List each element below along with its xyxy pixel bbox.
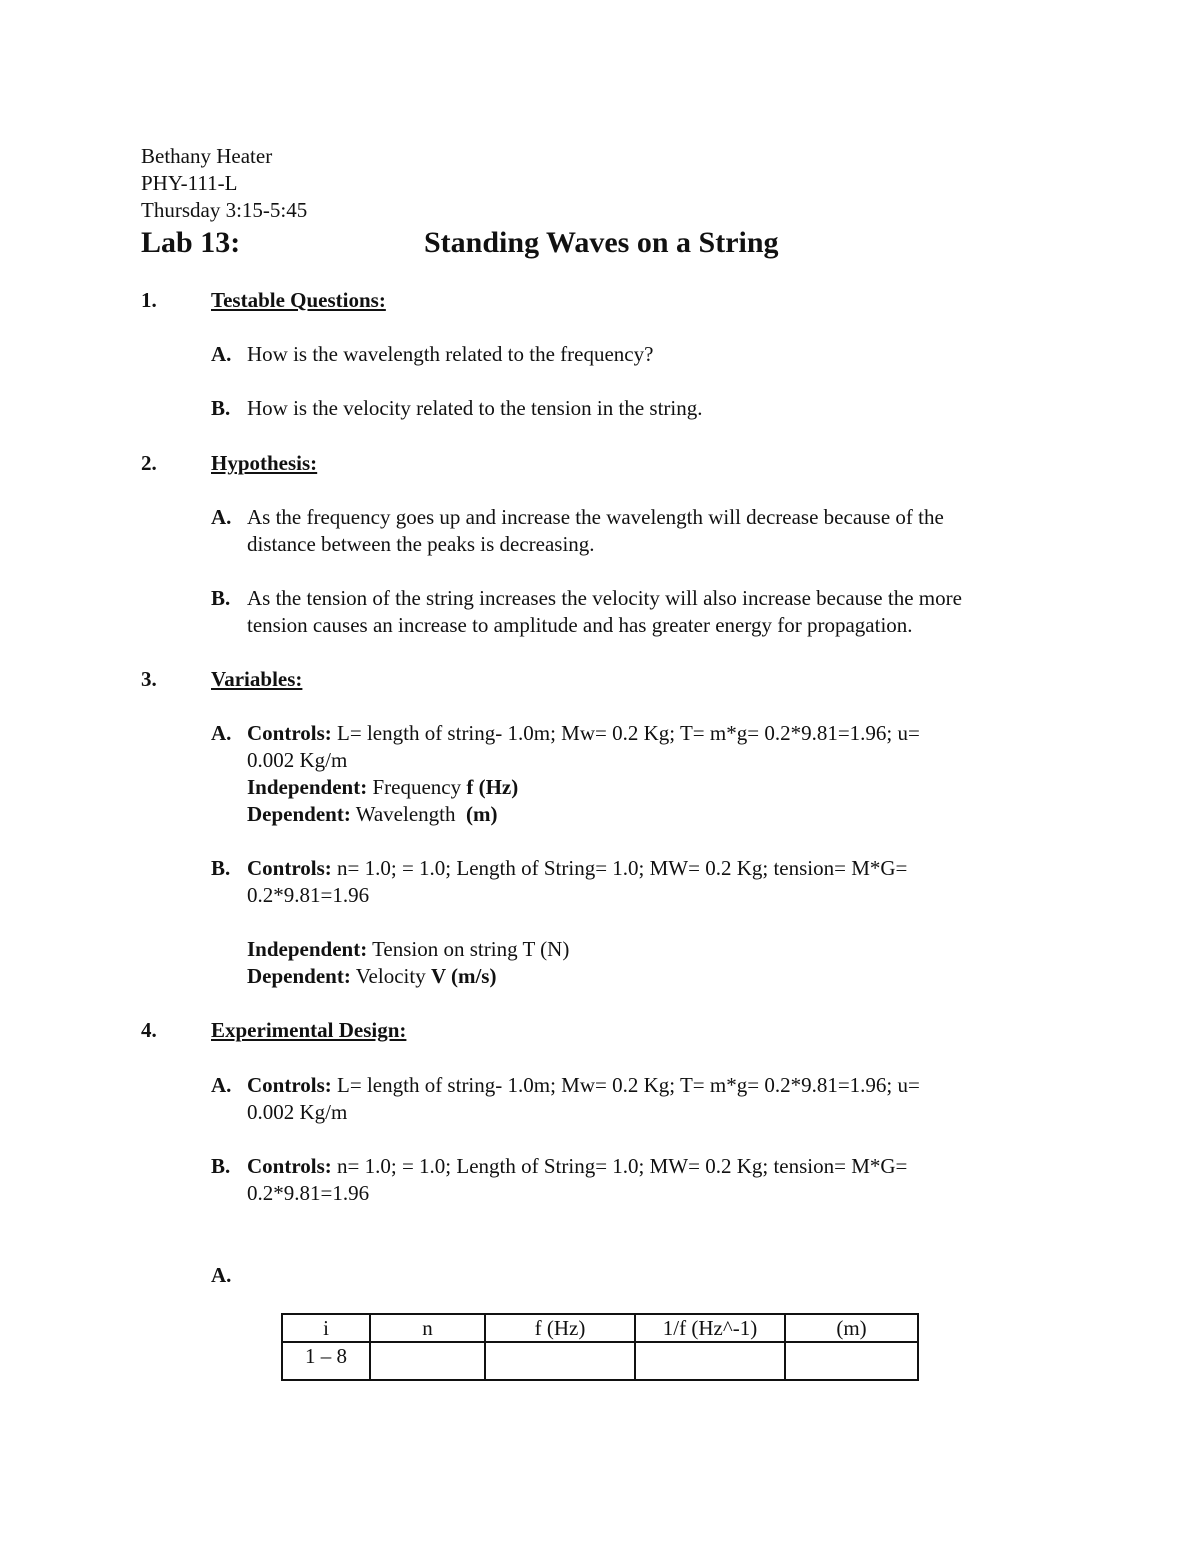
hypothesis-b-line1: As the tension of the string increases the velocity will also increase because the more: [247, 586, 962, 610]
item-letter: B.: [211, 856, 231, 880]
variables-b-independent: [247, 936, 569, 963]
independent-unit: f (Hz): [466, 775, 519, 799]
dependent-unit: (m): [466, 802, 498, 826]
question-b: How is the velocity related to the tension in the string.: [247, 396, 703, 420]
table-item-letter: A.: [211, 1263, 232, 1287]
table-header-cell: 1/f (Hz^-1): [635, 1314, 785, 1342]
section-heading-testable-questions: Testable Questions:: [211, 288, 386, 312]
controls-label: Controls:: [247, 721, 332, 745]
variables-b-controls: [247, 855, 907, 882]
table-cell: [485, 1342, 635, 1380]
controls-text: n= 1.0; = 1.0; Length of String= 1.0; MW= 0.2 Kg; tension= M*G=: [331, 856, 908, 880]
course-code: PHY-111-L: [141, 171, 238, 195]
controls-text: L= length of string- 1.0m; Mw= 0.2 Kg; T= m*g= 0.2*9.81=1.96; u=: [331, 721, 920, 745]
variables-a-controls: [247, 720, 920, 747]
design-a-controls-line2: 0.002 Kg/m: [247, 1100, 348, 1124]
table-header-cell: f (Hz): [485, 1314, 635, 1342]
item-letter: A.: [211, 721, 232, 745]
dependent-unit: V (m/s): [430, 964, 497, 988]
variables-b-dependent: [247, 963, 496, 990]
section-number: 3.: [141, 667, 157, 691]
independent-text: Frequency: [367, 775, 467, 799]
independent-text: Tension on string T (N): [367, 937, 570, 961]
item-letter: B.: [211, 1154, 231, 1178]
hypothesis-a-line1: As the frequency goes up and increase the wavelength will decrease because of the: [247, 505, 944, 529]
item-letter: A.: [211, 1073, 232, 1097]
section-number: 2.: [141, 451, 157, 475]
student-name: Bethany Heater: [141, 144, 273, 168]
section-heading-hypothesis: Hypothesis:: [211, 451, 318, 475]
section-number: 4.: [141, 1018, 157, 1042]
table-header-cell: i: [282, 1314, 370, 1342]
variables-b-controls-line2: 0.2*9.81=1.96: [247, 883, 370, 907]
section-heading-variables: Variables:: [211, 667, 303, 691]
dependent-text: Velocity: [350, 964, 431, 988]
dependent-label: Dependent:: [247, 802, 351, 826]
table-cell: [635, 1342, 785, 1380]
controls-text: n= 1.0; = 1.0; Length of String= 1.0; MW= 0.2 Kg; tension= M*G=: [331, 1154, 908, 1178]
item-letter: B.: [211, 586, 231, 610]
item-letter: A.: [211, 342, 232, 366]
table-header-cell: n: [370, 1314, 485, 1342]
table-cell: [370, 1342, 485, 1380]
controls-label: Controls:: [247, 1073, 332, 1097]
hypothesis-a-line2: distance between the peaks is decreasing.: [247, 532, 595, 556]
table-cell: 1 – 8: [282, 1342, 370, 1380]
table-cell: [785, 1342, 918, 1380]
controls-text: L= length of string- 1.0m; Mw= 0.2 Kg; T= m*g= 0.2*9.81=1.96; u=: [331, 1073, 920, 1097]
lab-number: Lab 13:: [141, 226, 241, 259]
table-row: [282, 1342, 918, 1380]
lab-title: Standing Waves on a String: [424, 226, 779, 259]
item-letter: A.: [211, 505, 232, 529]
item-letter: B.: [211, 396, 231, 420]
variables-a-controls-line2: 0.002 Kg/m: [247, 748, 348, 772]
independent-label: Independent:: [247, 937, 368, 961]
section-heading-experimental-design: Experimental Design:: [211, 1018, 407, 1042]
table-header-cell: (m): [785, 1314, 918, 1342]
design-b-controls: [247, 1153, 907, 1180]
independent-label: Independent:: [247, 775, 368, 799]
design-b-controls-line2: 0.2*9.81=1.96: [247, 1181, 370, 1205]
table-header-row: [282, 1314, 918, 1342]
variables-a-dependent: [247, 801, 497, 828]
controls-label: Controls:: [247, 856, 332, 880]
variables-a-independent: [247, 774, 518, 801]
dependent-label: Dependent:: [247, 964, 351, 988]
question-a: How is the wavelength related to the frequency?: [247, 342, 654, 366]
dependent-text: Wavelength: [350, 802, 466, 826]
section-number: 1.: [141, 288, 157, 312]
data-table: [281, 1313, 919, 1381]
hypothesis-b-line2: tension causes an increase to amplitude and has greater energy for propagation.: [247, 613, 913, 637]
class-time: Thursday 3:15-5:45: [141, 198, 308, 222]
design-a-controls: [247, 1072, 920, 1099]
controls-label: Controls:: [247, 1154, 332, 1178]
